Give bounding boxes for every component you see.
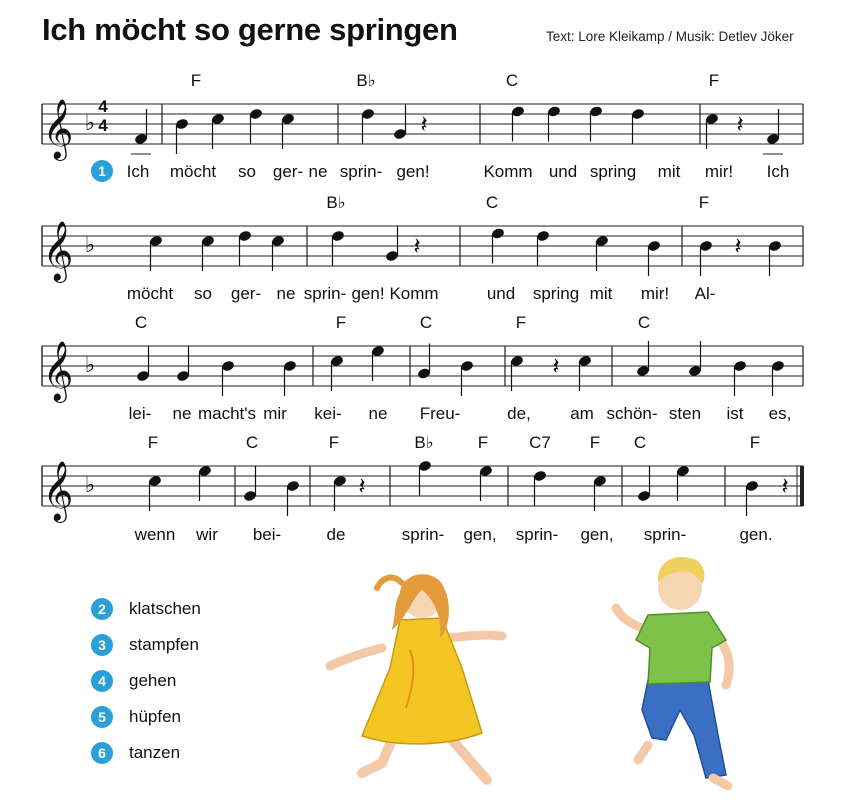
chord-symbol: C — [419, 313, 433, 332]
lyric-syllable: Freu- — [419, 404, 461, 423]
chord-symbol: F — [328, 433, 340, 452]
lyric-syllable: und — [548, 162, 578, 181]
verse-badge-4: 4 — [91, 670, 113, 692]
lyric-syllable: gen! — [396, 162, 430, 181]
chord-symbol: F — [515, 313, 527, 332]
treble-clef-icon: 𝄞 — [42, 342, 74, 400]
treble-clef-icon: 𝄞 — [42, 100, 74, 158]
time-signature-bottom: 4 — [98, 116, 108, 135]
lyric-syllable: kei- — [314, 404, 342, 423]
lyric-syllable: mir — [263, 404, 287, 423]
lyric-syllable: sprin- — [303, 284, 347, 303]
lyric-syllable: ger- — [272, 162, 304, 181]
lyric-syllable: Al- — [694, 284, 716, 303]
lyric-syllable: so — [238, 162, 256, 181]
lyric-syllable: ist — [726, 404, 744, 423]
key-signature-flat-icon: ♭ — [84, 352, 96, 377]
lyric-syllable: sprin- — [339, 162, 383, 181]
chord-symbol: F — [698, 193, 710, 212]
chord-symbol: F — [147, 433, 159, 452]
lyric-syllable: möcht — [169, 162, 217, 181]
time-signature-top: 4 — [98, 97, 108, 116]
verse-badge-1: 1 — [91, 160, 113, 182]
chord-symbol: B♭ — [326, 193, 346, 212]
quarter-rest-icon: 𝄽 — [781, 473, 789, 500]
chord-symbol: F — [708, 71, 720, 90]
lyric-syllable: spring — [532, 284, 580, 303]
lyric-syllable: gen! — [351, 284, 385, 303]
verse-badge-2: 2 — [91, 598, 113, 620]
quarter-rest-icon: 𝄽 — [358, 473, 366, 500]
treble-clef-icon: 𝄞 — [42, 462, 74, 520]
treble-clef-icon: 𝄞 — [42, 222, 74, 280]
lyric-syllable: Komm — [389, 284, 439, 303]
quarter-rest-icon: 𝄽 — [413, 233, 421, 260]
lyric-syllable: möcht — [126, 284, 174, 303]
variation-label: klatschen — [129, 599, 201, 618]
lyric-syllable: wenn — [134, 525, 176, 544]
chord-symbol: F — [749, 433, 761, 452]
lyric-syllable: ne — [308, 162, 328, 181]
lyric-syllable: Ich — [126, 162, 150, 181]
lyric-syllable: ger- — [230, 284, 262, 303]
verse-badge-6: 6 — [91, 742, 113, 764]
lyric-syllable: mir! — [704, 162, 734, 181]
song-title: Ich möcht so gerne springen — [42, 12, 458, 47]
lyric-syllable: de, — [507, 404, 531, 423]
verse-badge-5: 5 — [91, 706, 113, 728]
lyric-syllable: so — [194, 284, 212, 303]
chord-symbol: C — [134, 313, 148, 332]
chord-symbol: C7 — [529, 433, 551, 452]
lyric-syllable: gen, — [580, 525, 614, 544]
lyric-syllable: gen. — [739, 525, 773, 544]
chord-symbol: B♭ — [356, 71, 376, 90]
quarter-rest-icon: 𝄽 — [734, 233, 742, 260]
chord-symbol: F — [477, 433, 489, 452]
lyric-syllable: macht's — [197, 404, 257, 423]
key-signature-flat-icon: ♭ — [84, 232, 96, 257]
lyric-syllable: es, — [768, 404, 792, 423]
lyric-syllable: ne — [172, 404, 192, 423]
quarter-rest-icon: 𝄽 — [420, 111, 428, 138]
lyric-syllable: mit — [589, 284, 613, 303]
lyric-syllable: sten — [668, 404, 702, 423]
chord-symbol: F — [335, 313, 347, 332]
chord-symbol: C — [505, 71, 519, 90]
variation-label: hüpfen — [129, 707, 181, 726]
lyric-syllable: sprin- — [401, 525, 445, 544]
lyric-syllable: ne — [368, 404, 388, 423]
variation-label: gehen — [129, 671, 177, 690]
boy-dancing-illustration — [608, 550, 748, 790]
final-bar-thick — [800, 466, 804, 506]
lyric-syllable: lei- — [128, 404, 152, 423]
lyric-syllable: de — [326, 525, 346, 544]
chord-symbol: F — [190, 71, 202, 90]
chord-symbol: F — [589, 433, 601, 452]
lyric-syllable: Komm — [483, 162, 533, 181]
chord-symbol: C — [485, 193, 499, 212]
lyric-syllable: spring — [589, 162, 637, 181]
chord-symbol: C — [633, 433, 647, 452]
key-signature-flat-icon: ♭ — [84, 472, 96, 497]
credits: Text: Lore Kleikamp / Musik: Detlev Jöker — [546, 29, 794, 44]
chord-symbol: B♭ — [414, 433, 434, 452]
lyric-syllable: am — [570, 404, 594, 423]
quarter-rest-icon: 𝄽 — [736, 111, 744, 138]
lyric-syllable: und — [486, 284, 516, 303]
variation-label: stampfen — [129, 635, 199, 654]
lyric-syllable: sprin- — [515, 525, 559, 544]
girl-dancing-illustration — [322, 558, 512, 788]
variation-label: tanzen — [129, 743, 181, 762]
chord-symbol: C — [245, 433, 259, 452]
key-signature-flat-icon: ♭ — [84, 110, 96, 135]
lyric-syllable: gen, — [463, 525, 497, 544]
chord-symbol: C — [637, 313, 651, 332]
lyric-syllable: wir — [196, 525, 218, 544]
lyric-syllable: Ich — [766, 162, 790, 181]
lyric-syllable: sprin- — [643, 525, 687, 544]
verse-badge-3: 3 — [91, 634, 113, 656]
lyric-syllable: bei- — [252, 525, 282, 544]
lyric-syllable: schön- — [606, 404, 658, 423]
lyric-syllable: ne — [276, 284, 296, 303]
lyric-syllable: mit — [657, 162, 681, 181]
quarter-rest-icon: 𝄽 — [552, 353, 560, 380]
lyric-syllable: mir! — [640, 284, 670, 303]
